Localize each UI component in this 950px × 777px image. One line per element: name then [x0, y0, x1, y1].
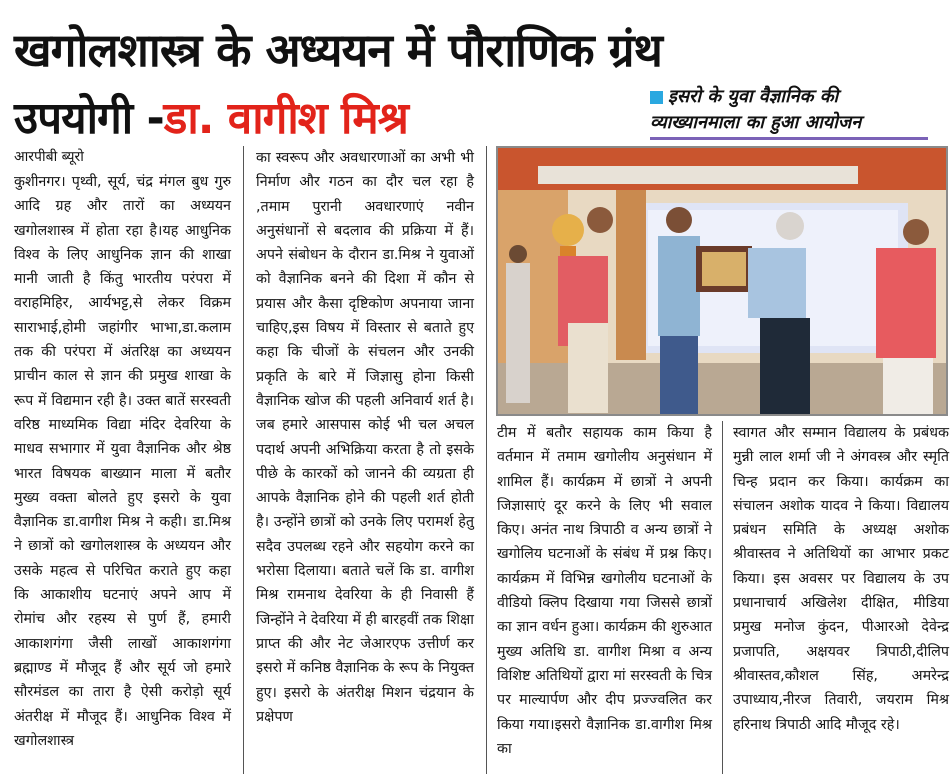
- column-divider: [722, 421, 723, 774]
- column-divider: [486, 146, 487, 774]
- event-photo: [496, 146, 948, 416]
- headline-speaker-name: डा. वागीश मिश्र: [163, 93, 408, 144]
- column-3-text: टीम में बतौर सहायक काम किया है वर्तमान में तमाम खगोलीय अनुसंधान में शामिल हैं। कार्यक्रम में छात्रों ने अपनी जिज्ञासाएं दूर करने के लिए भी सवाल किए। अनंत नाथ त्रिपाठी व अन्य छात्रों ने खगोलिय घटनाओं के संबंध में प्रश्न किए। कार्यक्रम में विभिन्न खगोलीय घटनाओं के वीडियो क्लिप दिखाया गया जिससे छात्रों का ज्ञान वर्धन हुआ। कार्यक्रम की शुरुआत मुख्य अतिथि डा. वागीश मिश्रा व अन्य विशिष्ट अतिथियों द्वारा मां सरस्वती के चित्र पर माल्यार्पण और दीप प्रज्ज्वलित कर किया गया।इसरो वैज्ञानिक डा.वागीश मिश्र का: [497, 425, 712, 757]
- headline-line-1: खगोलशास्त्र के अध्ययन में पौराणिक ग्रंथ: [14, 23, 662, 77]
- column-1-text: कुशीनगर। पृथ्वी, सूर्य, चंद्र मंगल बुध गुरु आदि ग्रह और तारों का अध्ययन खगोलशास्त्र में होता रहा है।यह आधुनिक विश्व के लिए आधुनिक ज्ञान की शाखा मानी जाती है किंतु भारतीय परंपरा में वराहमिहिर, आर्यभट्ट,से लेकर विक्रम साराभाई,होमी जहांगीर भाभा,डा.कलाम तक की परंपरा में अंतरिक्ष का अध्ययन प्राचीन काल से ज्ञान की प्रमुख शाखा के रूप में विद्यमान रही है। उक्त बातें सरस्वती वरिष्ठ माध्यमिक विद्या मंदिर देवरिया के माधव सभागार में युवा वैज्ञानिक और श्रेष्ठ भारत विषयक बाख्यान माला में बतौर मुख्य वक्ता बोलते हुए इसरो के युवा वैज्ञानिक डा.वागीश मिश्र ने कही। डा.मिश्र ने छात्रों को खगोलशास्त्र के अध्ययन और उसके महत्व से परिचित कराते हुए कहा कि आकाशीय घटनाएं अपने आप में रोमांच और रहस्य से पुर्ण हैं, हमारी आकाशगंगा जैसी लाखों आकाशगंगा ब्रह्माण्ड में मौजूद हैं और सूर्य जो हमारे सौरमंडल का तारा है ऐसी करोड़ो सूर्य अंतरीक्ष में मौजूद हैं। आधुनिक विश्व में खगोलशास्त्र: [14, 174, 231, 749]
- headline-line-2: [14, 86, 408, 146]
- subheadline-line-1: इसरो के युवा वैज्ञानिक की: [668, 86, 839, 107]
- article-column-3: [497, 421, 712, 761]
- byline: आरपीबी ब्यूरो: [14, 149, 84, 165]
- column-4-text: स्वागत और सम्मान विद्यालय के प्रबंधक मुन्नी लाल शर्मा जी ने अंगवस्त्र और स्मृति चिन्ह प्रदान कर किया। कार्यक्रम का संचालन अशोक यादव ने किया। विद्यालय प्रबंधन समिति के अध्यक्ष अशोक श्रीवास्तव ने अतिथियों का आभार प्रकट किया। इस अवसर पर विद्यालय के उप प्रधानाचार्य अखिलेश दीक्षित, मीडिया प्रमुख मनोज कुंदन, पीआरओ देवेन्द्र प्रजापति, अक्षयवर त्रिपाठी,दीलिप श्रीवास्तव,कौशल सिंह, अमरेन्द्र उपाध्याय,नीरज तिवारी, जयराम मिश्र हरिनाथ त्रिपाठी आदि मौजूद रहे।: [733, 425, 949, 733]
- column-divider: [243, 146, 244, 774]
- subheadline-line-2: व्याख्यानमाला का हुआ आयोजन: [650, 112, 862, 133]
- article-column-4: [733, 421, 949, 737]
- column-2-text: का स्वरूप और अवधारणाओं का अभी भी निर्माण और गठन का दौर चल रहा है ,तमाम पुरानी अवधारणाएं नवीन अनुसंधानों से बदलाव की प्रक्रिया में हैं। अपने संबोधन के दौरान डा.मिश्र ने युवाओं को वैज्ञानिक बनने की दिशा में कौन से प्रयास और कैसा दृष्टिकोण अपनाया जाना चाहिए,इस विषय में विस्तार से बताते हुए कहा कि चीजों के संचलन और उनकी प्रकृति के बारे में जिज्ञासु होना किसी वैज्ञानिक खोज की पहली अनिवार्य शर्त है।जब हमारे आसपास कोई भी चल अचल पदार्थ अपनी अभिक्रिया करता है तो इसके पीछे के कारकों को जानने की व्यग्रता ही आपके वैज्ञानिक होने की पहली शर्त होती है। उन्होंने छात्रों को उनके लिए परामर्श हेतु सदैव उपलब्ध रहने और सहयोग करने का भरोसा दिलाया। बताते चलें कि डा. वागीश मिश्र रामनाथ देवरिया के ही निवासी हैं जिन्होंने ने देवरिया में ही बारहवीं तक शिक्षा प्राप्त की और नेट जेआरएफ उत्तीर्ण कर इसरो में कनिष्ठ वैज्ञानिक के रूप के नियुक्त हुए। इसरो के अंतरीक्ष मिशन चंद्रयान के प्रक्षेपण: [256, 150, 474, 725]
- article-column-2: [256, 146, 474, 729]
- subheadline: [650, 84, 940, 136]
- bullet-square-icon: [650, 91, 663, 104]
- article-column-1: [14, 146, 231, 753]
- subheadline-underline: [650, 137, 928, 140]
- headline-black-part: उपयोगी -: [14, 93, 164, 144]
